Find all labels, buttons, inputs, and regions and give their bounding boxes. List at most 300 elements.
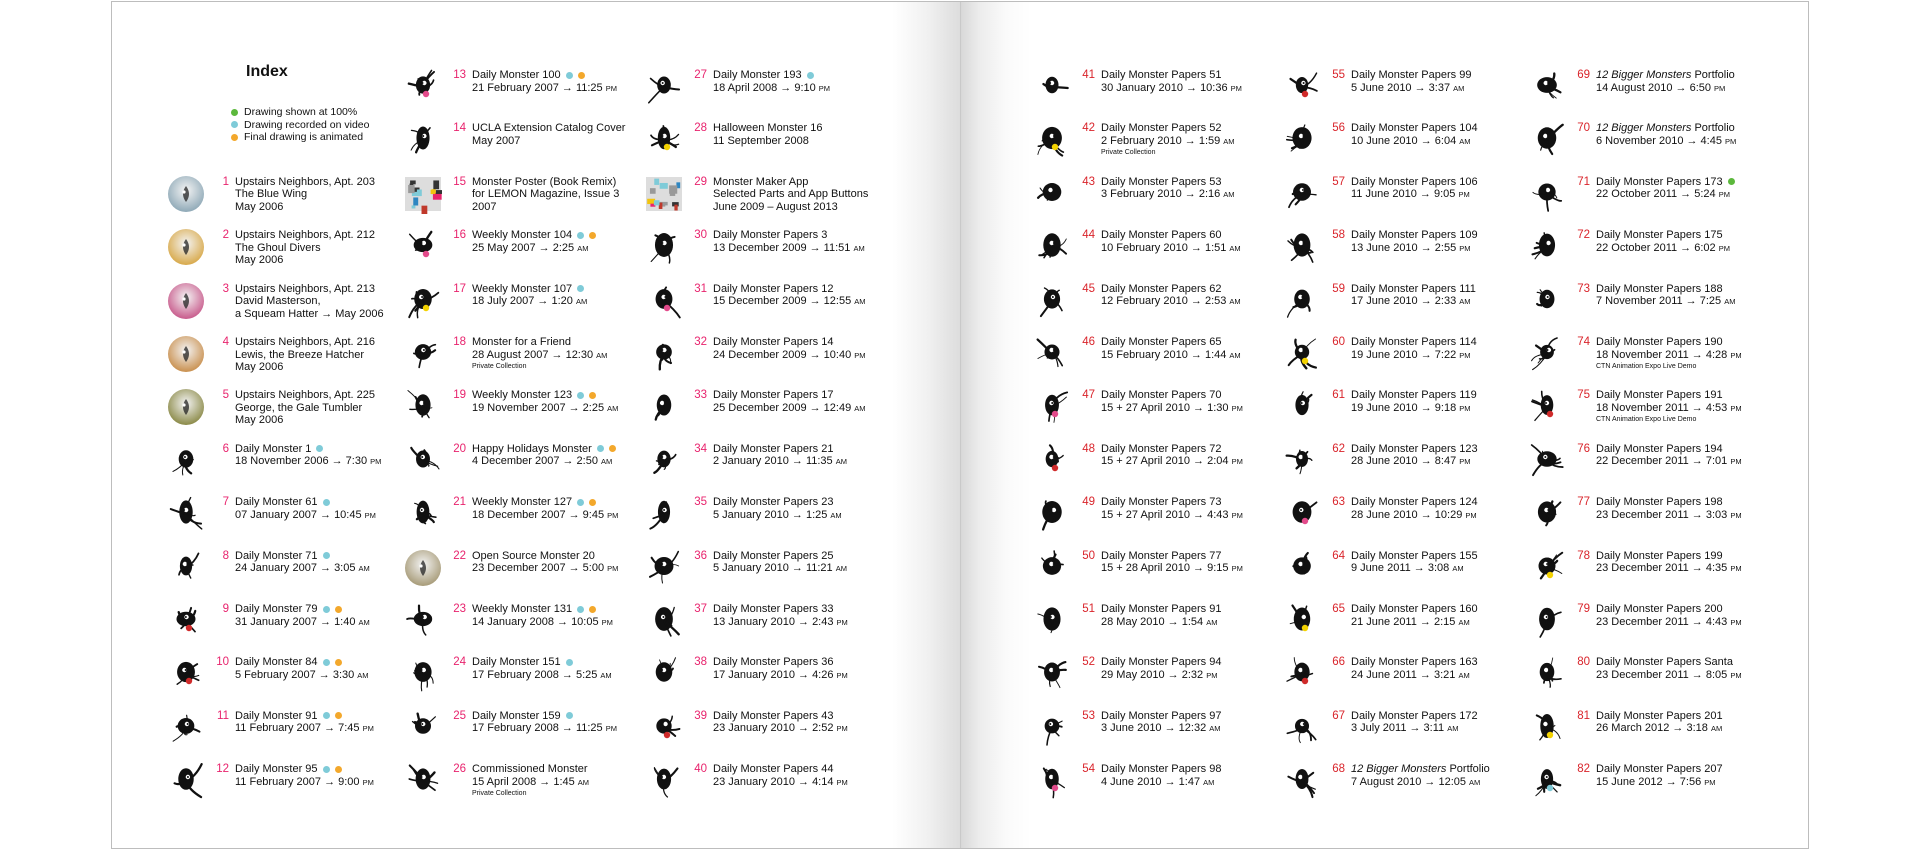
entry-line-text: 23 December 2011 → 3:03 bbox=[1596, 508, 1731, 521]
time-meridiem: PM bbox=[607, 510, 619, 520]
entry-detail bbox=[472, 295, 587, 309]
entry-line-text: 22 December 2011 → 7:01 bbox=[1596, 455, 1731, 468]
entry-line-text: Daily Monster Papers 199 bbox=[1596, 549, 1723, 562]
entry-number: 74 bbox=[1577, 336, 1590, 348]
entry-number: 19 bbox=[453, 389, 466, 402]
index-entry bbox=[1528, 69, 1735, 107]
monster-thumbnail-icon bbox=[404, 761, 442, 801]
time-meridiem: PM bbox=[362, 724, 374, 734]
entry-line-text: 15 + 27 April 2010 → 4:43 bbox=[1101, 508, 1232, 521]
monster-thumbnail-icon bbox=[1528, 708, 1566, 748]
entry-number: 75 bbox=[1577, 389, 1590, 402]
entry-text bbox=[235, 389, 375, 427]
entry-text bbox=[472, 229, 596, 255]
monster-thumbnail-icon bbox=[404, 334, 442, 374]
entry-detail bbox=[1101, 562, 1243, 576]
entry-line-text: Daily Monster Papers 194 bbox=[1596, 442, 1723, 455]
entry-line-text: 18 April 2008 → 9:10 bbox=[713, 81, 819, 94]
entry-line-text: Daily Monster Papers 97 bbox=[1101, 709, 1222, 722]
monster-thumbnail-icon bbox=[167, 387, 205, 427]
entry-line-text: The Blue Wing bbox=[235, 188, 308, 201]
entry-line-text: Daily Monster 151 bbox=[472, 656, 561, 669]
entry-line-text: Daily Monster Papers 43 bbox=[713, 709, 834, 722]
entry-line-text: Daily Monster 84 bbox=[235, 656, 318, 669]
legend bbox=[231, 106, 370, 144]
entry-detail bbox=[1596, 242, 1730, 256]
entry-text bbox=[713, 122, 822, 147]
entry-text bbox=[1351, 69, 1471, 95]
entry-line-text: Daily Monster 95 bbox=[235, 763, 318, 776]
entry-line-text: 5 January 2010 → 11:21 bbox=[713, 562, 836, 575]
entry-number: 57 bbox=[1332, 175, 1345, 188]
entry-text bbox=[235, 603, 370, 629]
entry-number: 55 bbox=[1332, 69, 1345, 81]
entry-number: 65 bbox=[1332, 603, 1345, 615]
entry-text bbox=[1351, 763, 1490, 789]
entry-text bbox=[1596, 550, 1742, 576]
monster-thumbnail-icon bbox=[1528, 387, 1566, 427]
entry-number: 40 bbox=[694, 763, 707, 776]
entry-detail bbox=[1101, 776, 1221, 790]
index-entry bbox=[1528, 283, 1735, 321]
entry-line-text: Daily Monster Papers 160 bbox=[1351, 603, 1478, 615]
monster-thumbnail-icon bbox=[404, 281, 442, 321]
entry-detail bbox=[1596, 402, 1742, 416]
entry-title bbox=[235, 176, 375, 189]
monster-thumbnail-icon bbox=[1283, 708, 1321, 748]
entry-number: 56 bbox=[1332, 122, 1345, 135]
entry-number: 77 bbox=[1577, 496, 1590, 509]
entry-detail bbox=[1101, 455, 1243, 469]
entry-text bbox=[235, 763, 374, 789]
time-meridiem: AM bbox=[357, 670, 369, 680]
entry-note: Private Collection bbox=[472, 363, 527, 370]
entry-line-text: 5 June 2010 → 3:37 bbox=[1351, 81, 1454, 94]
entry-number: 8 bbox=[222, 549, 229, 562]
entry-detail bbox=[1596, 562, 1742, 576]
entry-line-text: 4 June 2010 → 1:47 bbox=[1101, 775, 1204, 788]
monster-thumbnail-icon bbox=[1528, 227, 1566, 267]
entry-line-text: Daily Monster Papers 119 bbox=[1351, 389, 1477, 402]
entry-text bbox=[713, 443, 847, 469]
entry-detail bbox=[1351, 562, 1478, 576]
entry-line-text: Daily Monster Papers 198 bbox=[1596, 496, 1723, 509]
entry-line-text: 15 June 2012 → 7:56 bbox=[1596, 775, 1705, 788]
time-meridiem: AM bbox=[1223, 190, 1235, 200]
entry-detail bbox=[472, 201, 619, 214]
entry-detail bbox=[713, 402, 866, 416]
entry-line-text: 17 February 2008 → 5:25 bbox=[472, 668, 601, 681]
entry-line-text: Daily Monster Papers 201 bbox=[1596, 709, 1723, 722]
entry-line-text: 9 June 2011 → 3:08 bbox=[1351, 562, 1453, 575]
entry-detail bbox=[1596, 722, 1723, 736]
entry-title bbox=[1351, 496, 1478, 509]
entry-title bbox=[1351, 550, 1478, 563]
index-entry bbox=[1528, 389, 1742, 427]
entry-line-text: 13 January 2010 → 2:43 bbox=[713, 615, 837, 628]
time-meridiem: AM bbox=[577, 243, 589, 253]
entry-text bbox=[472, 710, 617, 736]
entry-text bbox=[1351, 443, 1478, 469]
index-entry bbox=[1033, 389, 1243, 427]
blue-dot-icon bbox=[577, 392, 584, 399]
entry-number: 42 bbox=[1082, 122, 1095, 135]
entry-line-text: The Ghoul Divers bbox=[235, 241, 321, 254]
entry-number: 73 bbox=[1577, 282, 1590, 295]
entry-line-text: a Squeam Hatter → May 2006 bbox=[235, 307, 384, 320]
entry-number: 76 bbox=[1577, 442, 1590, 455]
blue-dot-icon bbox=[323, 712, 330, 719]
index-entry bbox=[645, 176, 868, 214]
entry-line-text: 17 June 2010 → 2:33 bbox=[1351, 295, 1460, 308]
entry-text bbox=[1351, 122, 1478, 148]
entry-title bbox=[1351, 176, 1478, 189]
time-meridiem: PM bbox=[1459, 403, 1471, 413]
entry-line-text: Daily Monster Papers 155 bbox=[1351, 549, 1478, 562]
monster-thumbnail-icon bbox=[1033, 601, 1071, 641]
entry-line-text: 18 November 2011 → 4:53 bbox=[1596, 401, 1731, 414]
index-entry bbox=[1528, 229, 1730, 267]
entry-text bbox=[1351, 176, 1478, 202]
time-meridiem: AM bbox=[1229, 350, 1241, 360]
time-meridiem: AM bbox=[1453, 83, 1465, 93]
entry-title bbox=[1596, 710, 1723, 723]
index-entry bbox=[404, 496, 618, 534]
entry-line-text: 15 + 27 April 2010 → 1:30 bbox=[1101, 401, 1232, 414]
entry-text bbox=[713, 389, 866, 415]
entry-line-text: Weekly Monster 131 bbox=[472, 603, 573, 615]
entry-detail bbox=[472, 776, 589, 790]
entry-line-text: Daily Monster Papers 104 bbox=[1351, 122, 1478, 135]
index-entry bbox=[1033, 550, 1243, 588]
entry-line-text: 17 January 2010 → 4:26 bbox=[713, 668, 837, 681]
monster-thumbnail-icon bbox=[167, 174, 205, 214]
entry-title: 12 Bigger Monsters Portfolio bbox=[1596, 69, 1735, 81]
index-entry bbox=[645, 283, 866, 321]
monster-thumbnail-icon bbox=[404, 120, 442, 160]
blue-dot-icon bbox=[323, 606, 330, 613]
entry-text bbox=[1596, 229, 1730, 255]
entry-text bbox=[1101, 69, 1242, 95]
entry-line-text: May 2006 bbox=[235, 254, 284, 267]
index-entry bbox=[1033, 176, 1235, 214]
entry-title bbox=[1596, 336, 1742, 349]
entry-title bbox=[1101, 603, 1221, 616]
entry-title bbox=[1596, 389, 1742, 402]
time-meridiem: AM bbox=[1203, 777, 1215, 787]
blue-dot-icon bbox=[577, 499, 584, 506]
entry-line-text: 11 June 2010 → 9:05 bbox=[1351, 188, 1459, 201]
index-entry bbox=[1033, 710, 1221, 748]
entry-title bbox=[1101, 496, 1243, 509]
index-entry bbox=[1528, 763, 1723, 801]
index-entry bbox=[1033, 336, 1241, 374]
entry-line-text: Daily Monster Papers 33 bbox=[713, 603, 834, 615]
entry-detail bbox=[1351, 722, 1478, 736]
entry-detail bbox=[235, 722, 374, 736]
index-entry bbox=[167, 176, 375, 214]
entry-text bbox=[1596, 496, 1742, 522]
green-dot-icon bbox=[1728, 178, 1735, 185]
blue-dot-icon bbox=[577, 285, 584, 292]
entry-text bbox=[1101, 603, 1221, 629]
index-entry bbox=[404, 122, 625, 160]
entry-number: 28 bbox=[694, 122, 707, 135]
entry-title bbox=[1351, 336, 1477, 349]
entry-title bbox=[1101, 710, 1221, 723]
time-meridiem: AM bbox=[854, 297, 866, 307]
monster-thumbnail-icon bbox=[645, 601, 683, 641]
entry-note: CTN Animation Expo Live Demo bbox=[1596, 363, 1697, 370]
blue-dot-icon bbox=[566, 72, 573, 79]
entry-line-text: 11 February 2007 → 7:45 bbox=[235, 722, 363, 735]
index-entry bbox=[167, 389, 375, 427]
index-entry bbox=[404, 550, 618, 588]
entry-title bbox=[1596, 176, 1735, 189]
entry-line-text: Daily Monster Papers 124 bbox=[1351, 496, 1478, 509]
entry-number: 34 bbox=[694, 442, 707, 455]
time-meridiem: PM bbox=[1730, 617, 1742, 627]
entry-detail bbox=[1101, 242, 1241, 256]
entry-number: 63 bbox=[1332, 496, 1345, 509]
entry-line-text: Daily Monster Papers 94 bbox=[1101, 656, 1222, 669]
entry-number: 58 bbox=[1332, 229, 1345, 242]
entry-number: 82 bbox=[1577, 763, 1590, 776]
entry-line-text: Daily Monster Papers 173 bbox=[1596, 175, 1723, 188]
index-entry bbox=[645, 69, 830, 107]
entry-line-text: May 2007 bbox=[472, 134, 521, 147]
time-meridiem: AM bbox=[1710, 724, 1723, 734]
entry-title bbox=[1596, 656, 1742, 669]
index-entry bbox=[645, 603, 848, 641]
index-entry bbox=[404, 763, 589, 801]
entry-detail bbox=[1101, 188, 1235, 202]
time-meridiem: AM bbox=[1447, 724, 1459, 734]
entry-detail bbox=[472, 616, 613, 630]
index-entry bbox=[404, 229, 596, 267]
entry-line-text: 7 August 2010 → 12:05 bbox=[1351, 775, 1470, 788]
entry-line-text: 26 March 2012 → 3:18 bbox=[1596, 722, 1711, 735]
index-entry bbox=[404, 710, 617, 748]
entry-number: 48 bbox=[1082, 442, 1095, 455]
entry-number: 15 bbox=[453, 175, 466, 188]
index-entry bbox=[1283, 176, 1478, 214]
entry-number: 6 bbox=[222, 442, 229, 455]
monster-thumbnail-icon bbox=[1283, 761, 1321, 801]
monster-thumbnail-icon bbox=[404, 67, 442, 107]
entry-detail bbox=[1351, 135, 1478, 149]
orange-dot-icon bbox=[589, 606, 596, 613]
entry-text bbox=[472, 122, 625, 147]
entry-detail bbox=[472, 509, 618, 523]
entry-line-text: Lewis, the Breeze Hatcher bbox=[235, 348, 365, 361]
time-meridiem: AM bbox=[1229, 297, 1241, 307]
monster-thumbnail-icon bbox=[1283, 387, 1321, 427]
index-entry bbox=[404, 283, 587, 321]
index-entry bbox=[1528, 550, 1742, 588]
entry-line-text: Daily Monster 61 bbox=[235, 496, 318, 509]
monster-thumbnail-icon bbox=[167, 227, 205, 267]
time-meridiem: PM bbox=[1230, 83, 1242, 93]
orange-dot-icon bbox=[609, 445, 616, 452]
entry-line-text: Daily Monster Papers 99 bbox=[1351, 69, 1472, 81]
entry-line-text: 3 June 2010 → 12:32 bbox=[1101, 722, 1210, 735]
monster-thumbnail-icon bbox=[1033, 227, 1071, 267]
blue-dot-icon bbox=[577, 606, 584, 613]
time-meridiem: PM bbox=[1730, 510, 1742, 520]
entry-title bbox=[1351, 656, 1478, 669]
entry-detail bbox=[1351, 82, 1471, 96]
orange-dot-icon bbox=[589, 499, 596, 506]
entry-text bbox=[472, 283, 587, 309]
entry-title-italic: 12 Bigger Monsters bbox=[1596, 69, 1692, 81]
entry-number: 50 bbox=[1082, 549, 1095, 562]
monster-thumbnail-icon bbox=[645, 227, 683, 267]
entry-title bbox=[235, 550, 370, 563]
time-meridiem: PM bbox=[836, 617, 848, 627]
index-entry bbox=[1033, 69, 1242, 107]
time-meridiem: PM bbox=[1730, 670, 1742, 680]
entry-text bbox=[235, 710, 374, 736]
time-meridiem: PM bbox=[605, 83, 617, 93]
entry-detail bbox=[472, 242, 596, 256]
entry-line-text: 24 January 2007 → 3:05 bbox=[235, 562, 359, 575]
orange-dot-icon bbox=[231, 134, 238, 141]
time-meridiem: PM bbox=[1459, 457, 1471, 467]
entry-title bbox=[472, 710, 617, 723]
time-meridiem: AM bbox=[830, 510, 842, 520]
entry-line-text: Daily Monster Papers 60 bbox=[1101, 229, 1222, 242]
monster-thumbnail-icon bbox=[1283, 227, 1321, 267]
entry-line-text: 15 + 28 April 2010 → 9:15 bbox=[1101, 562, 1232, 575]
entry-line-text: 24 December 2009 → 10:40 bbox=[713, 348, 855, 361]
time-meridiem: PM bbox=[370, 457, 382, 467]
entry-title bbox=[1351, 69, 1471, 82]
index-entry bbox=[1033, 763, 1221, 801]
entry-title bbox=[472, 496, 618, 509]
entry-line-text: 18 November 2011 → 4:28 bbox=[1596, 348, 1731, 361]
entry-detail bbox=[235, 402, 375, 415]
entry-title bbox=[713, 176, 868, 189]
index-entry bbox=[1033, 122, 1235, 160]
entry-number: 14 bbox=[453, 122, 466, 135]
entry-line-text: 17 February 2008 → 11:25 bbox=[472, 722, 606, 735]
entry-line-text: 6 November 2010 → 4:45 bbox=[1596, 134, 1726, 147]
entry-title bbox=[1351, 229, 1478, 242]
entry-detail bbox=[1351, 669, 1478, 683]
entry-line-text: June 2009 – August 2013 bbox=[713, 200, 838, 213]
entry-detail bbox=[235, 509, 376, 523]
entry-line-text: 14 January 2008 → 10:05 bbox=[472, 615, 602, 628]
monster-thumbnail-icon bbox=[645, 120, 683, 160]
time-meridiem: PM bbox=[818, 83, 831, 93]
time-meridiem: AM bbox=[854, 403, 866, 413]
index-entry bbox=[1283, 710, 1478, 748]
monster-thumbnail-icon bbox=[1528, 761, 1566, 801]
time-meridiem: PM bbox=[1206, 670, 1218, 680]
entry-detail bbox=[235, 669, 369, 683]
monster-thumbnail-icon bbox=[404, 494, 442, 534]
entry-title bbox=[472, 550, 618, 563]
entry-detail bbox=[713, 562, 847, 576]
entry-detail bbox=[1101, 82, 1242, 96]
entry-line-text: Daily Monster 100 bbox=[472, 69, 561, 81]
entry-text bbox=[472, 496, 618, 522]
entry-text bbox=[1596, 336, 1742, 372]
entry-text bbox=[1351, 710, 1478, 736]
entry-detail bbox=[1596, 669, 1742, 683]
entry-number: 25 bbox=[453, 709, 466, 722]
entry-detail bbox=[1351, 455, 1478, 469]
entry-line-text: 25 May 2007 → 2:25 bbox=[472, 241, 578, 254]
entry-detail bbox=[472, 562, 618, 576]
index-entry bbox=[167, 710, 374, 748]
entry-line-text: 23 December 2011 → 4:43 bbox=[1596, 615, 1731, 628]
entry-text bbox=[713, 229, 865, 255]
entry-number: 81 bbox=[1577, 709, 1590, 722]
entry-line-text: Daily Monster Papers 72 bbox=[1101, 442, 1222, 455]
entry-text bbox=[713, 603, 848, 629]
index-entry bbox=[1033, 229, 1241, 267]
entry-detail bbox=[472, 669, 612, 683]
entry-number: 1 bbox=[222, 175, 229, 188]
entry-line-text: 18 December 2007 → 9:45 bbox=[472, 508, 608, 521]
entry-detail bbox=[713, 295, 866, 309]
entry-number: 53 bbox=[1082, 709, 1095, 722]
entry-line-text: 13 June 2010 → 2:55 bbox=[1351, 241, 1460, 254]
entry-text bbox=[1351, 656, 1478, 682]
entry-detail bbox=[1596, 455, 1742, 469]
entry-detail bbox=[235, 308, 384, 321]
index-entry bbox=[1283, 122, 1478, 160]
entry-text bbox=[235, 656, 369, 682]
entry-number: 31 bbox=[694, 282, 707, 295]
entry-line-text: Daily Monster 159 bbox=[472, 709, 561, 722]
index-entry bbox=[645, 229, 865, 267]
entry-detail bbox=[1351, 242, 1478, 256]
entry-title bbox=[472, 283, 587, 296]
legend-item bbox=[231, 106, 370, 119]
index-entry bbox=[1528, 336, 1742, 374]
entry-text bbox=[235, 443, 381, 469]
entry-number: 27 bbox=[694, 69, 707, 81]
entry-detail bbox=[1101, 135, 1235, 149]
monster-thumbnail-icon bbox=[1033, 387, 1071, 427]
entry-text bbox=[1596, 603, 1742, 629]
index-entry bbox=[1283, 496, 1478, 534]
entry-number: 70 bbox=[1577, 122, 1590, 135]
entry-text bbox=[472, 550, 618, 576]
entry-text bbox=[1101, 176, 1235, 202]
entry-number: 5 bbox=[222, 389, 229, 402]
entry-line-text: 2 February 2010 → 1:59 bbox=[1101, 134, 1224, 147]
entry-number: 4 bbox=[222, 336, 229, 348]
entry-text bbox=[1101, 656, 1221, 682]
entry-detail bbox=[1101, 349, 1241, 363]
entry-title bbox=[235, 656, 369, 669]
time-meridiem: AM bbox=[1229, 243, 1241, 253]
entry-text bbox=[713, 496, 842, 522]
time-meridiem: PM bbox=[1459, 243, 1471, 253]
entry-title bbox=[713, 763, 848, 776]
time-meridiem: PM bbox=[362, 777, 374, 787]
entry-note: Private Collection bbox=[472, 790, 527, 798]
entry-number: 30 bbox=[694, 229, 707, 242]
entry-line-text: Daily Monster Papers 3 bbox=[713, 229, 828, 242]
entry-detail bbox=[235, 562, 370, 576]
monster-thumbnail-icon bbox=[645, 387, 683, 427]
entry-line-text: 23 January 2010 → 4:14 bbox=[713, 775, 837, 788]
